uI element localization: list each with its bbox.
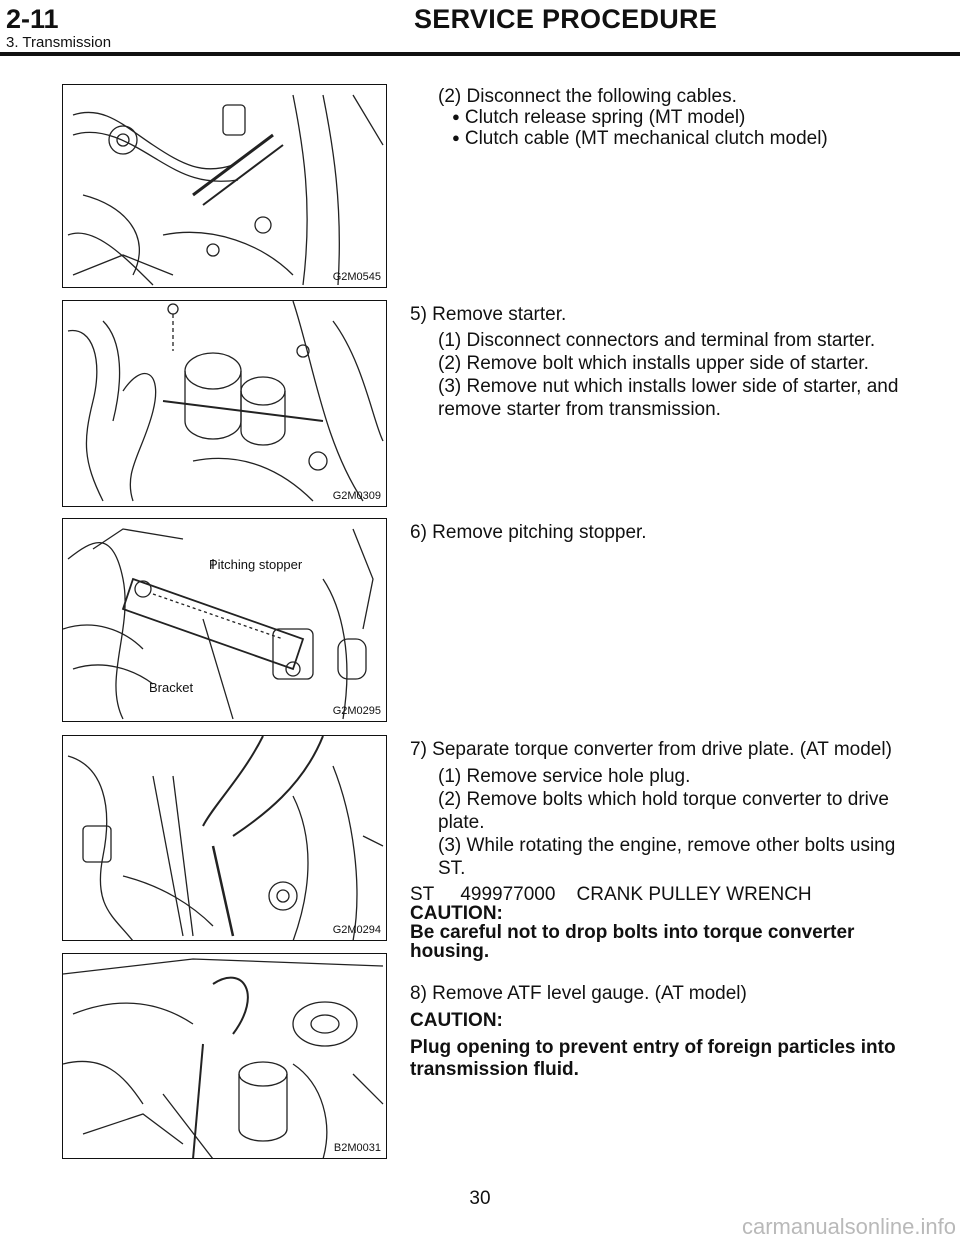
figure-caption: G2M0294 [332,924,381,936]
figure-atf-gauge [62,953,387,1159]
caution-label-8: CAUTION: [410,1010,503,1031]
figure-caption: G2M0545 [332,271,381,283]
bullet-clutch-release-spring: ● Clutch release spring (MT model) [452,107,745,130]
bullet-clutch-cable: ● Clutch cable (MT mechanical clutch model) [452,128,828,151]
step-7-sub-3: (3) While rotating the engine, remove other bolts using [438,835,896,856]
caution-label-7: CAUTION: [410,903,503,924]
section-subtitle: 3. Transmission [6,34,112,51]
step-7-sub-2: (2) Remove bolts which hold torque converter to drive [438,789,889,810]
label-bracket: Bracket [149,680,194,695]
figure-caption: G2M0295 [332,705,381,717]
step-7-sub-2-cont: plate. [438,812,485,833]
label-pitching-stopper: Pitching stopper [209,557,303,572]
illustration-clutch-cables [63,85,387,288]
step-7-sub-1: (1) Remove service hole plug. [438,766,691,787]
caution-text-8-line-2: transmission fluid. [410,1059,579,1080]
step-6-title: 6) Remove pitching stopper. [410,522,647,543]
caution-text-7-line-1: Be careful not to drop bolts into torque converter [410,922,855,943]
illustration-atf-gauge [63,954,387,1159]
step-5-sub-3: (3) Remove nut which installs lower side of starter, and [438,376,899,397]
caution-text-8-line-1: Plug opening to prevent entry of foreign particles into [410,1037,896,1058]
section-number: 2-11 [6,4,59,34]
figure-torque-converter [62,735,387,941]
watermark[interactable]: carmanualsonline.info [741,1214,956,1239]
caution-text-7-line-2: housing. [410,941,490,962]
step-disconnect-cables: (2) Disconnect the following cables. [438,86,737,107]
step-7-title: 7) Separate torque converter from drive plate. (AT model) [410,739,892,760]
step-8-title: 8) Remove ATF level gauge. (AT model) [410,983,747,1004]
step-5-sub-1: (1) Disconnect connectors and terminal from starter. [438,330,876,351]
header-rule [0,52,960,56]
figure-caption: B2M0031 [333,1142,381,1154]
illustration-torque-converter [63,736,387,941]
step-7-sub-3-cont: ST. [438,858,466,879]
figure-clutch-cables [62,84,387,288]
page-title: SERVICE PROCEDURE [414,4,718,34]
step-5-title: 5) Remove starter. [410,304,567,325]
figure-starter [62,300,387,507]
figure-pitching-stopper [62,518,387,722]
special-tool-line: ST 499977000 CRANK PULLEY WRENCH [410,884,812,905]
page-number: 30 [469,1188,491,1209]
step-5-sub-2: (2) Remove bolt which installs upper side of starter. [438,353,869,374]
illustration-starter [63,301,387,507]
figure-caption: G2M0309 [332,490,381,502]
step-5-sub-3-cont: remove starter from transmission. [438,399,721,420]
figure-labels [63,519,387,722]
